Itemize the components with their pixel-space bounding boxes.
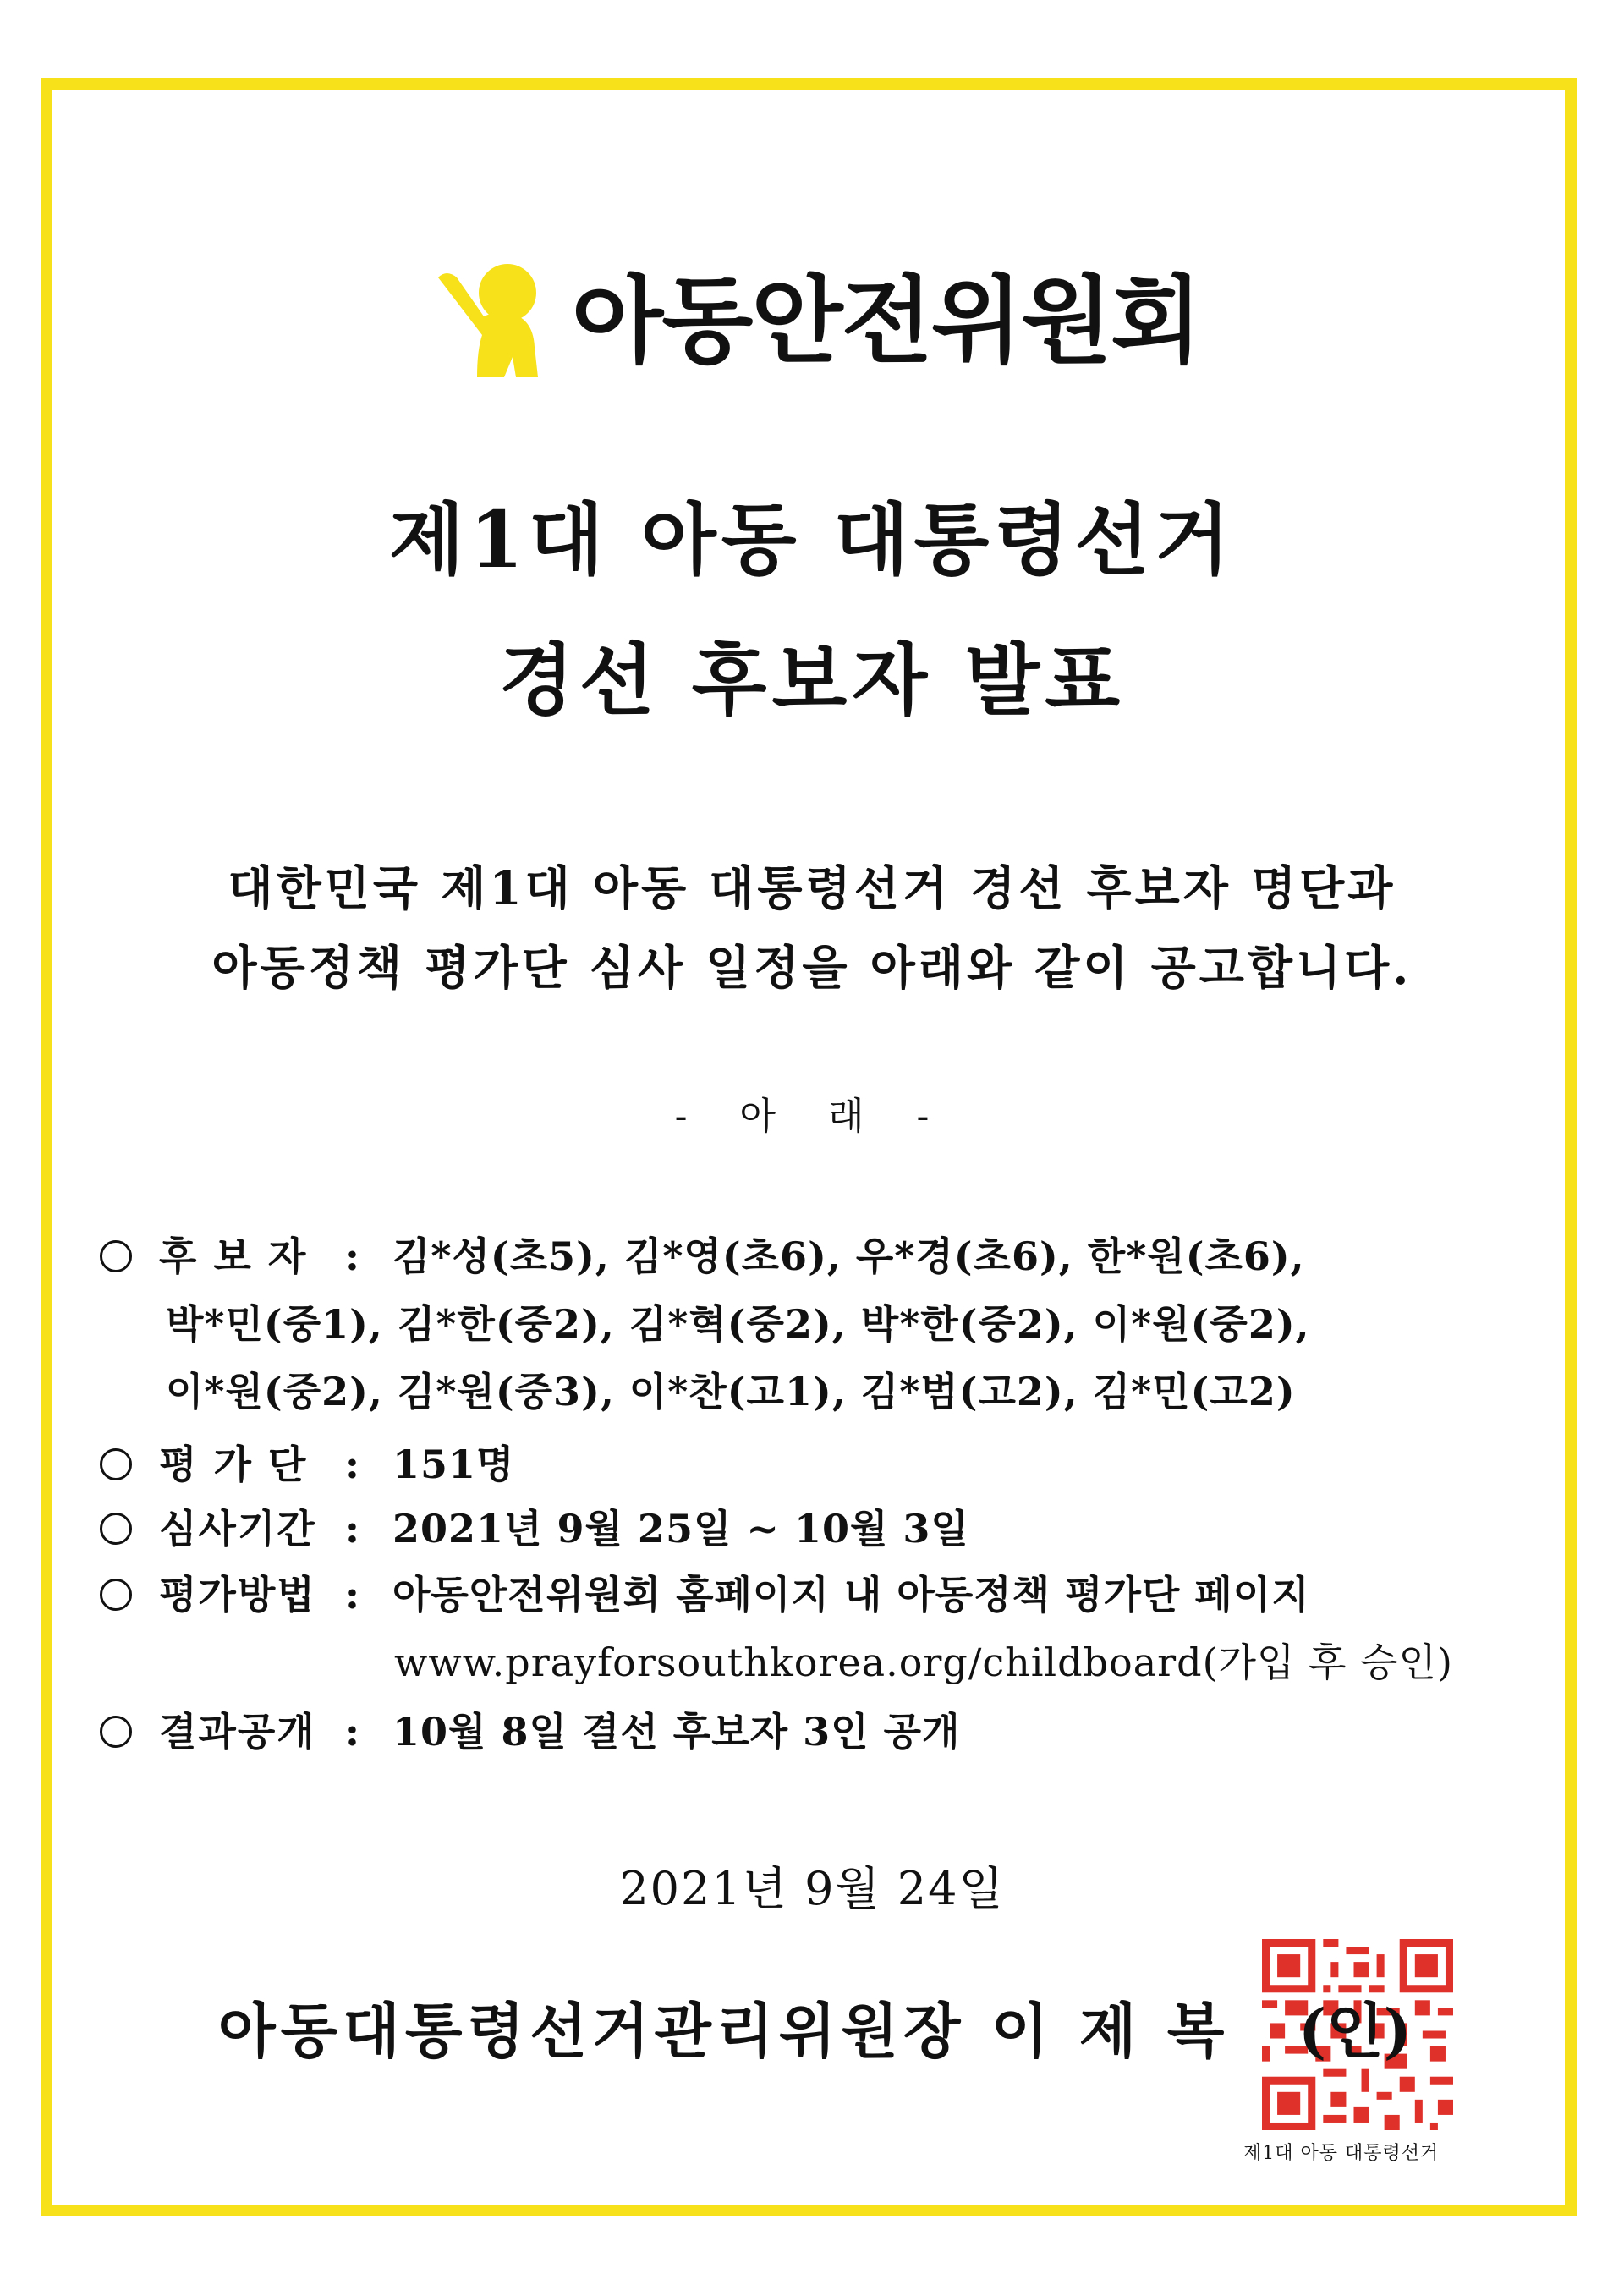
candidates-line-3: 이*원(중2), 김*원(중3), 이*찬(고1), 김*범(고2), 김*민(고2): [166, 1369, 1296, 1414]
child-figure-icon: [433, 262, 560, 381]
bullet-circle-icon: [100, 1513, 132, 1545]
period-value: 2021년 9월 25일 ~ 10월 3일: [392, 1506, 969, 1552]
issue-date: 2021년 9월 24일: [619, 1862, 1005, 1915]
item-colon: :: [345, 1506, 359, 1552]
item-label: 평가방법: [159, 1572, 316, 1618]
logo-text: 아동안전위원회: [572, 266, 1201, 376]
item-colon: :: [345, 1233, 359, 1279]
bullet-circle-icon: [100, 1579, 132, 1611]
item-method: [100, 1572, 1310, 1618]
item-colon: :: [345, 1572, 359, 1618]
item-label: 평 가 단: [159, 1442, 308, 1487]
item-label: 심사기간: [159, 1506, 316, 1552]
section-heading: - 아 래 -: [674, 1095, 950, 1138]
item-result: [100, 1709, 961, 1755]
panel-value: 151명: [392, 1442, 515, 1487]
item-label: 결과공개: [159, 1709, 316, 1755]
item-candidates: [100, 1233, 1305, 1279]
item-label: 후 보 자: [159, 1233, 308, 1279]
intro-line-2: 아동정책 평가단 심사 일정을 아래와 같이 공고합니다.: [211, 940, 1413, 995]
item-period: [100, 1506, 969, 1552]
item-colon: :: [345, 1442, 359, 1487]
method-line-1: 아동안전위원회 홈페이지 내 아동정책 평가단 페이지: [392, 1572, 1310, 1618]
logo: [433, 262, 1200, 381]
intro-line-1: 대한민국 제1대 아동 대통령선거 경선 후보자 명단과: [228, 860, 1396, 915]
bullet-circle-icon: [100, 1716, 132, 1748]
method-line-2: www.prayforsouthkorea.org/childboard(가입 후 승인): [394, 1640, 1453, 1685]
title-line-1: 제1대 아동 대통령선거: [389, 494, 1235, 585]
candidates-line-2: 박*민(중1), 김*한(중2), 김*혁(중2), 박*한(중2), 이*원(중2),: [166, 1301, 1310, 1347]
seal-mark: (인): [1298, 1996, 1412, 2066]
candidates-line-1: 김*성(초5), 김*영(초6), 우*경(초6), 한*원(초6),: [392, 1233, 1305, 1279]
bullet-circle-icon: [100, 1448, 132, 1480]
bullet-circle-icon: [100, 1240, 132, 1272]
seal-caption: 제1대 아동 대통령선거: [1243, 2143, 1440, 2164]
signer-name: 아동대통령선거관리위원장 이 제 복: [218, 1996, 1230, 2066]
result-value: 10월 8일 결선 후보자 3인 공개: [392, 1709, 961, 1755]
title-line-2: 경선 후보자 발표: [498, 634, 1126, 726]
item-panel: [100, 1442, 515, 1487]
item-colon: :: [345, 1709, 359, 1755]
